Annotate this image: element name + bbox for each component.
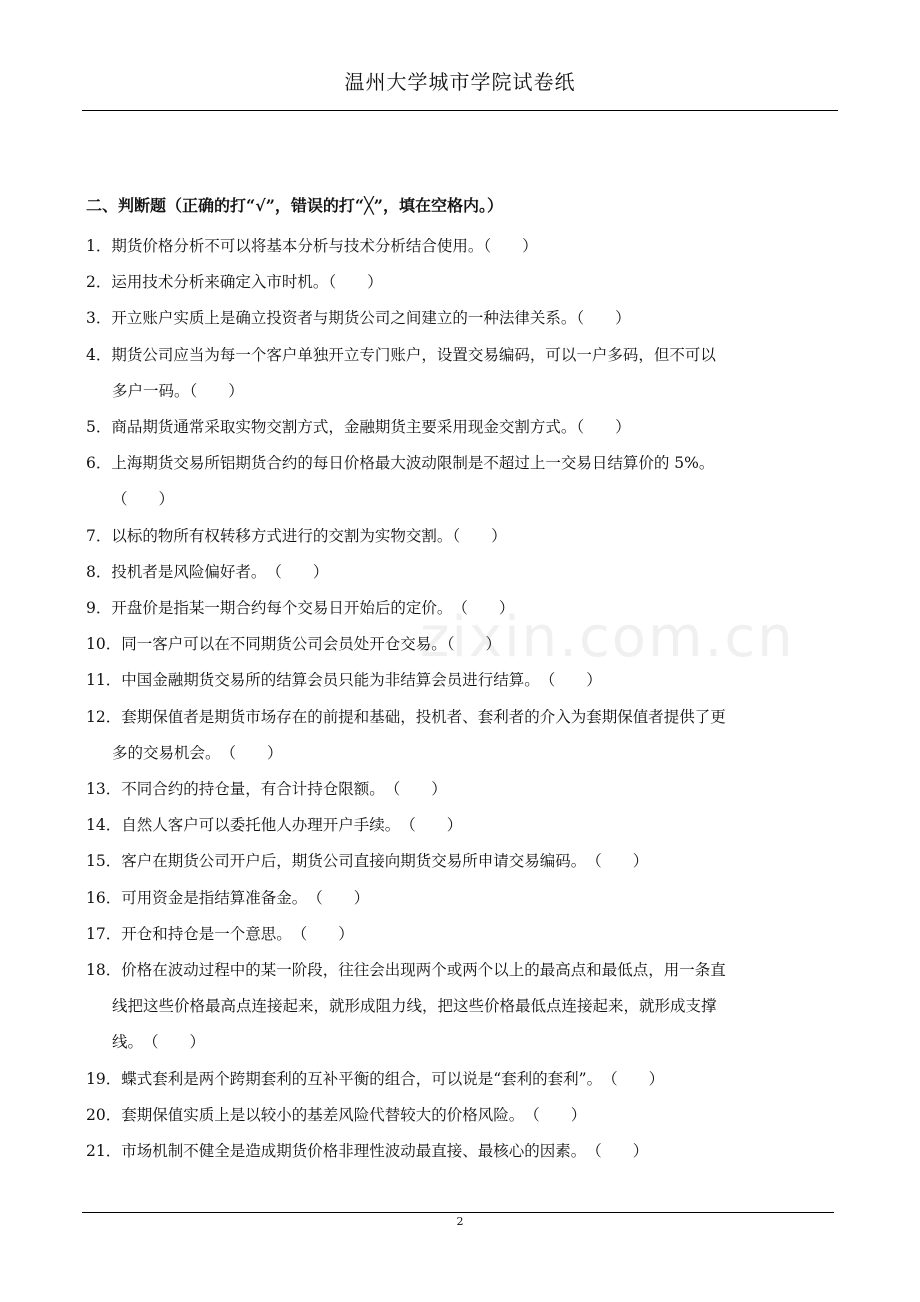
- header-divider: [82, 110, 838, 111]
- question-text: 自然人客户可以委托他人办理开户手续。 （ ）: [121, 816, 463, 835]
- question-number: 14．: [86, 816, 122, 835]
- question-item: [86, 409, 838, 445]
- question-number: 5．: [86, 418, 112, 437]
- question-continuation: [86, 1024, 838, 1060]
- question-continuation: [86, 373, 838, 409]
- exam-paper-title: 温州大学城市学院试卷纸: [344, 70, 576, 94]
- question-item: [86, 916, 838, 952]
- page-number: 2: [456, 1215, 464, 1228]
- question-text: 开仓和持仓是一个意思。 （ ）: [121, 924, 354, 943]
- question-text: 市场机制不健全是造成期货价格非理性波动最直接、最核心的因素。 （ ）: [121, 1142, 649, 1161]
- question-text: 商品期货通常采取实物交割方式，金融期货主要采用现金交割方式。（ ）: [111, 418, 631, 437]
- question-item: [86, 554, 838, 590]
- question-number: 3．: [86, 309, 112, 328]
- question-list: [86, 228, 838, 1169]
- question-item: [86, 626, 838, 662]
- question-continuation: [86, 988, 838, 1024]
- question-item: [86, 807, 838, 843]
- question-number: 15．: [86, 852, 122, 871]
- question-item: [86, 300, 838, 336]
- question-number: 9．: [86, 599, 112, 618]
- question-item: [86, 1133, 838, 1169]
- question-item: [86, 1061, 838, 1097]
- question-text: 投机者是风险偏好者。 （ ）: [111, 562, 329, 581]
- question-text: 不同合约的持仓量，有合计持仓限额。 （ ）: [121, 780, 447, 799]
- question-number: 4．: [86, 345, 112, 364]
- question-text: 运用技术分析来确定入市时机。（ ）: [111, 273, 383, 292]
- question-item: [86, 662, 838, 698]
- question-text: 客户在期货公司开户后，期货公司直接向期货交易所申请交易编码。 （ ）: [121, 852, 649, 871]
- question-number: 19．: [86, 1069, 122, 1088]
- question-text-continued: 线。 （ ）: [112, 1033, 206, 1052]
- watermark: zixin.com.cn: [420, 605, 795, 670]
- question-text: 同一客户可以在不同期货公司会员处开仓交易。（ ）: [121, 635, 501, 654]
- question-text: 可用资金是指结算准备金。 （ ）: [121, 888, 370, 907]
- question-text-continued: 线把这些价格最高点连接起来，就形成阻力线，把这些价格最低点连接起来，就形成支撑: [112, 997, 717, 1016]
- question-number: 2．: [86, 273, 112, 292]
- question-item: [86, 771, 838, 807]
- question-item: [86, 228, 838, 264]
- question-text: 期货价格分析不可以将基本分析与技术分析结合使用。（ ）: [111, 237, 538, 255]
- question-number: 6．: [86, 454, 112, 473]
- question-number: 21．: [86, 1142, 122, 1161]
- question-text: 上海期货交易所铝期货合约的每日价格最大波动限制是不超过上一交易日结算价的 5%。: [111, 454, 715, 473]
- section-heading: 二、判断题（正确的打“√”，错误的打“╳”，填在空格内。）: [86, 196, 503, 215]
- question-item: [86, 445, 838, 481]
- question-continuation: [86, 481, 838, 517]
- question-text: 以标的物所有权转移方式进行的交割为实物交割。（ ）: [111, 526, 507, 545]
- question-item: [86, 699, 838, 735]
- question-number: 17．: [86, 924, 122, 943]
- question-continuation: [86, 735, 838, 771]
- question-item: [86, 264, 838, 300]
- question-text-continued: 多的交易机会。 （ ）: [112, 743, 283, 762]
- question-text: 价格在波动过程中的某一阶段，往往会出现两个或两个以上的最高点和最低点，用一条直: [121, 961, 726, 980]
- question-text-continued: 多户一码。（ ）: [112, 381, 244, 400]
- question-text: 套期保值实质上是以较小的基差风险代替较大的价格风险。 （ ）: [121, 1105, 587, 1124]
- question-item: [86, 1097, 838, 1133]
- question-item: [86, 952, 838, 988]
- question-number: 12．: [86, 707, 122, 726]
- question-number: 13．: [86, 780, 122, 799]
- question-number: 1．: [86, 237, 112, 255]
- question-text: 中国金融期货交易所的结算会员只能为非结算会员进行结算。 （ ）: [121, 671, 602, 690]
- question-item: [86, 880, 838, 916]
- question-text: 期货公司应当为每一个客户单独开立专门账户，设置交易编码，可以一户多码，但不可以: [111, 345, 716, 364]
- question-item: [86, 843, 838, 879]
- footer-divider: [82, 1212, 834, 1213]
- question-text: 套期保值者是期货市场存在的前提和基础，投机者、套利者的介入为套期保值者提供了更: [121, 707, 726, 726]
- question-item: [86, 518, 838, 554]
- question-number: 18．: [86, 961, 122, 980]
- question-text: 蝶式套利是两个跨期套利的互补平衡的组合，可以说是“套利的套利”。 （ ）: [121, 1069, 665, 1088]
- question-text: 开立账户实质上是确立投资者与期货公司之间建立的一种法律关系。（ ）: [111, 309, 631, 328]
- question-text-continued: （ ）: [112, 490, 175, 509]
- question-text: 开盘价是指某一期合约每个交易日开始后的定价。 （ ）: [111, 599, 515, 618]
- question-number: 10．: [86, 635, 122, 654]
- question-number: 16．: [86, 888, 122, 907]
- question-number: 20．: [86, 1105, 122, 1124]
- question-number: 11．: [86, 671, 122, 690]
- question-number: 7．: [86, 526, 112, 545]
- question-number: 8．: [86, 562, 112, 581]
- question-item: [86, 590, 838, 626]
- question-item: [86, 337, 838, 373]
